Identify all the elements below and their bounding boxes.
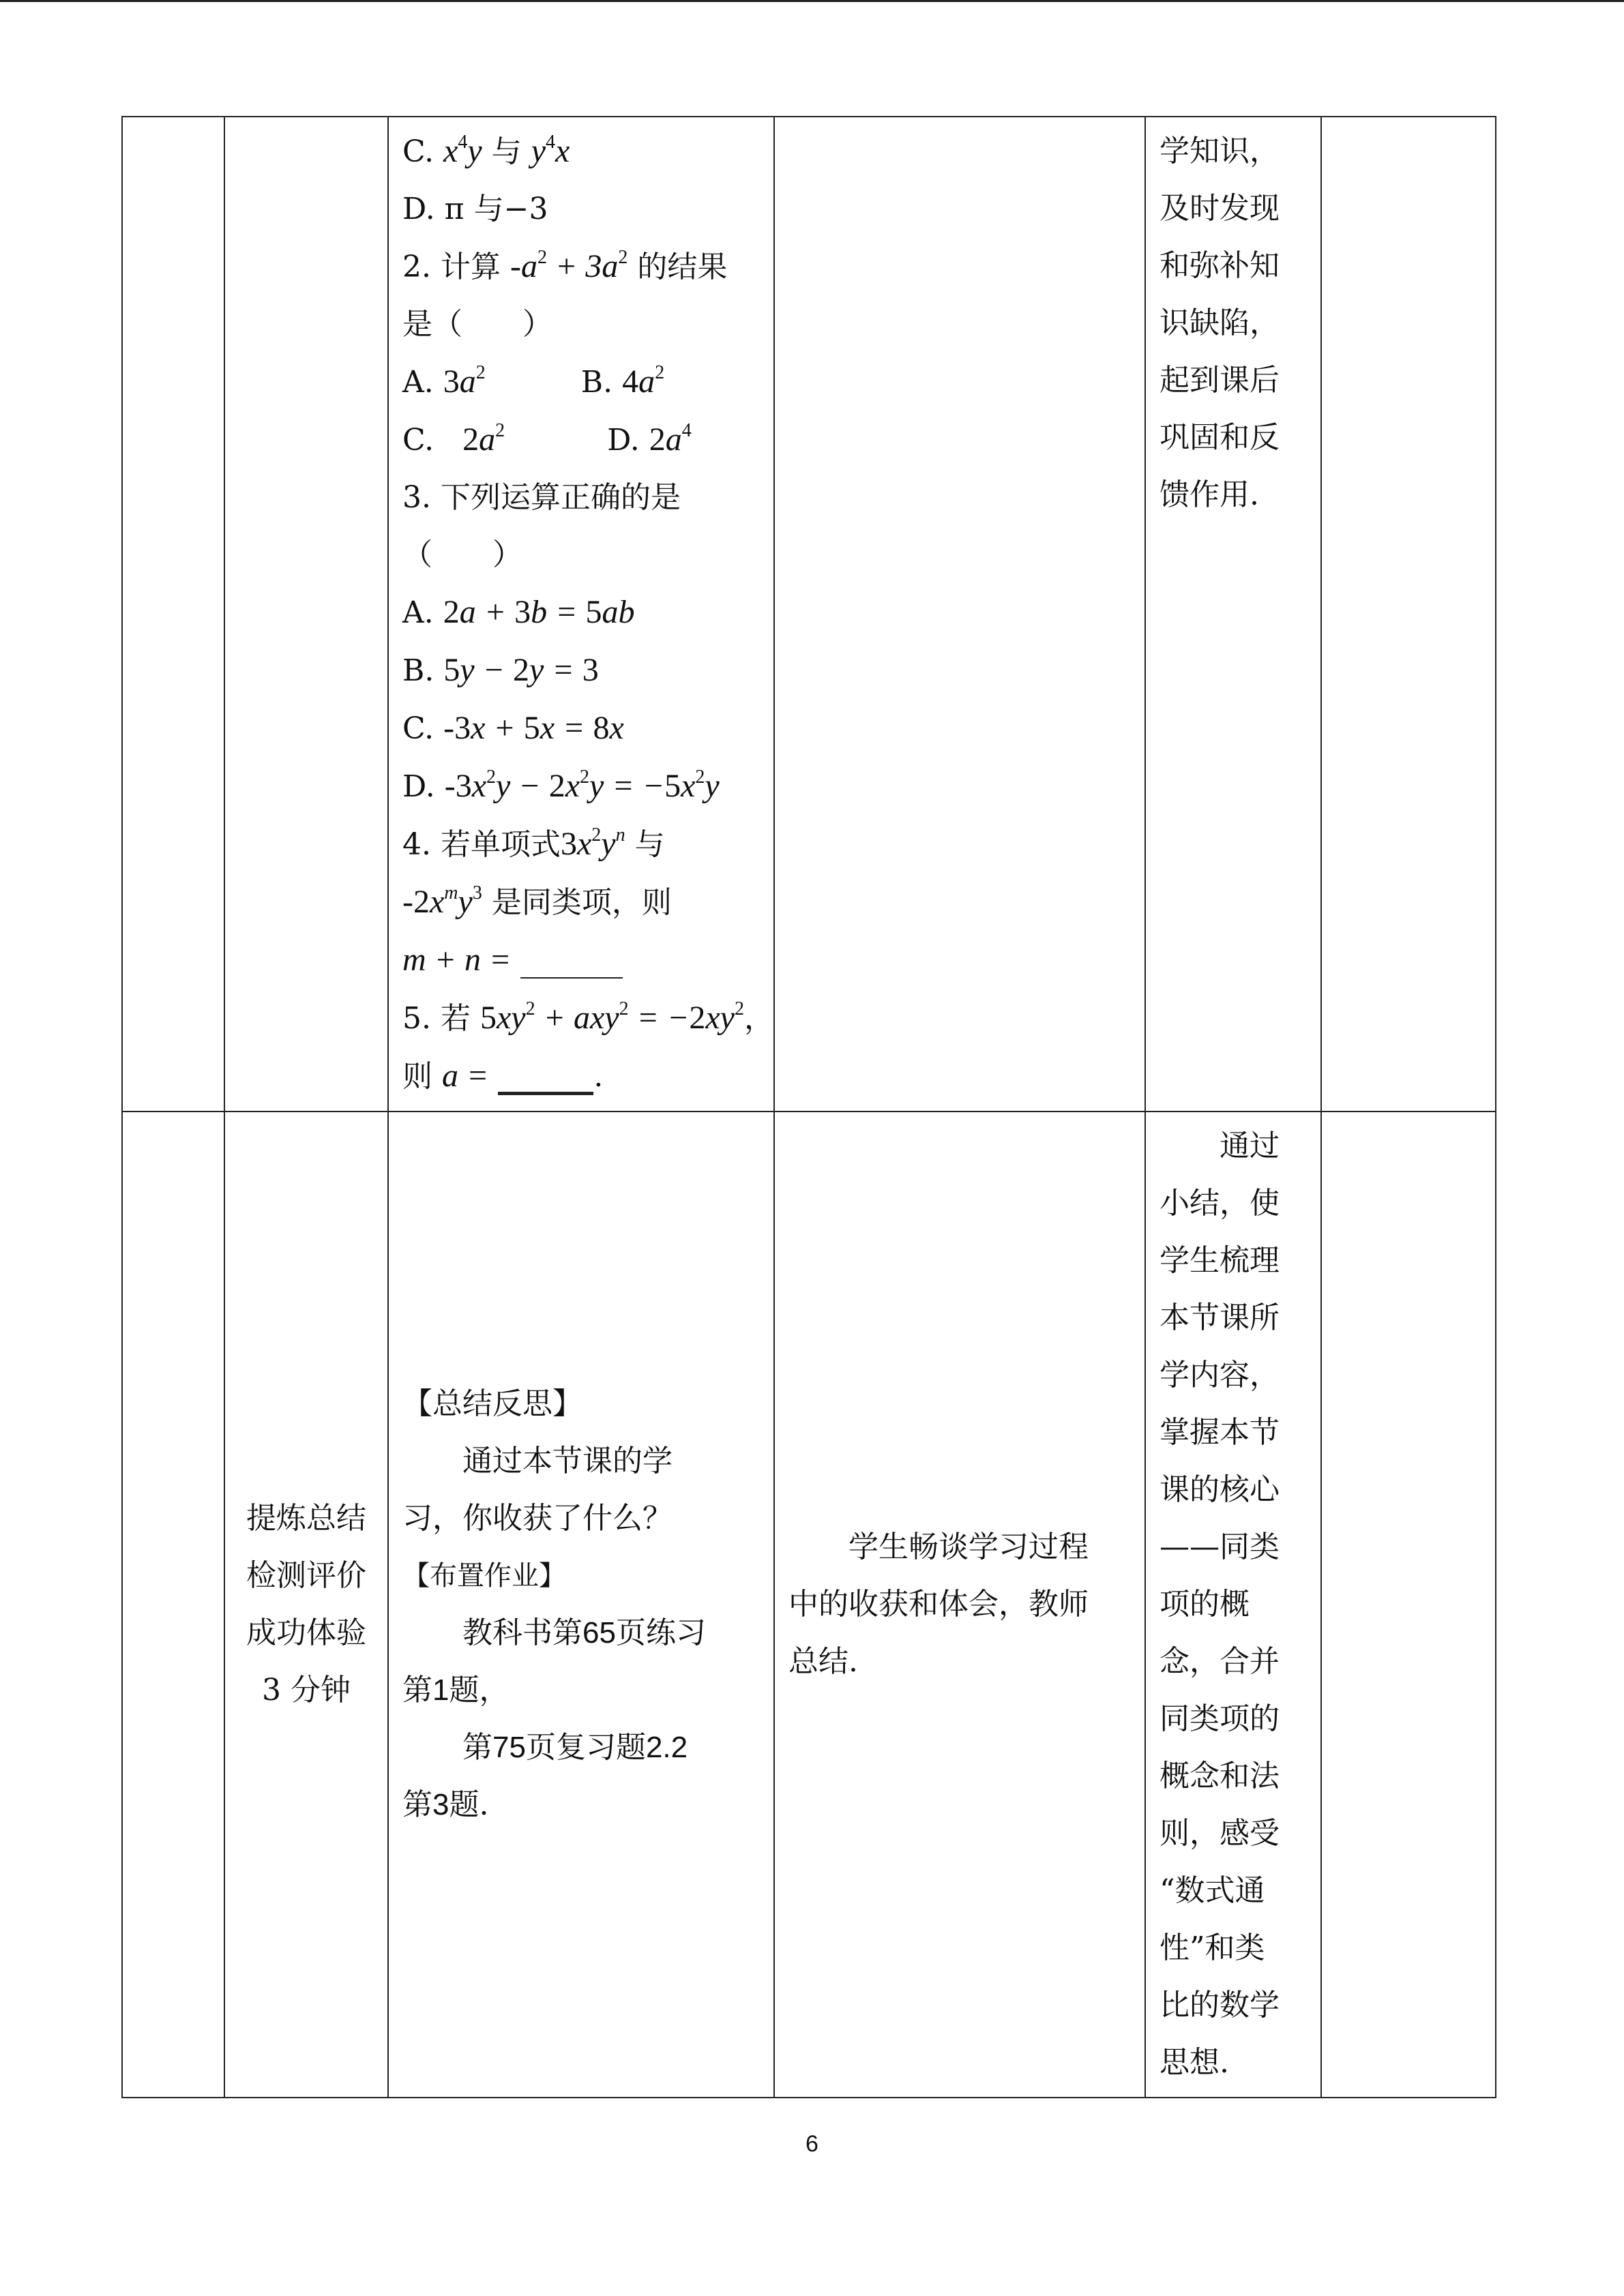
intent-line: 本节课所 — [1160, 1300, 1280, 1335]
stage-line: 检测评价 — [246, 1558, 366, 1593]
blank-column-cell — [122, 117, 224, 1112]
homework-line-4: 第3题. — [402, 1787, 489, 1822]
exercise-row — [122, 117, 1496, 1112]
homework-line-3: 第75页复习题2.2 — [462, 1730, 688, 1765]
summary-question-cont: 习，你收获了什么？ — [402, 1501, 673, 1536]
intent-line: 及时发现 — [1160, 191, 1280, 226]
summary-row — [122, 1112, 1496, 2098]
q5-answer-line: 则 a = . — [402, 1058, 604, 1094]
intent-line: 性”和类 — [1160, 1930, 1265, 1965]
q2-heading: 2. 计算 $-a^2 + 3a^2$ 的结果 — [402, 247, 728, 284]
stage-line: 提炼总结 — [246, 1501, 366, 1536]
notes-cell-empty — [1321, 117, 1496, 1112]
q1-option-c: C. $x^4y$ 与 $y^4x$ — [402, 132, 570, 169]
q3-heading-cont: （ ） — [402, 537, 522, 572]
activity-cell-empty — [774, 117, 1145, 1112]
page-number: 6 — [806, 2131, 818, 2157]
intent-line: ——同类 — [1160, 1530, 1280, 1564]
intent-line: 识缺陷， — [1160, 305, 1280, 340]
summary-question: 通过本节课的学 — [462, 1444, 673, 1478]
homework-heading: 【布置作业】 — [402, 1560, 566, 1592]
q3-option-d: D. $-3x^2y - 2x^2y = -5x^2y$ — [402, 766, 720, 804]
activity-line: 总结. — [788, 1644, 858, 1679]
homework-line-2: 第1题， — [402, 1673, 510, 1708]
homework-line-1: 教科书第65页练习 — [462, 1615, 706, 1650]
top-border-line — [0, 0, 1624, 2]
q3-heading: 3. 下列运算正确的是 — [402, 480, 681, 515]
design-intent-cell — [1145, 117, 1321, 1112]
intent-line: 课的核心 — [1160, 1472, 1280, 1507]
q5-heading: 5. 若 $5xy^2 + axy^2 = -2xy^2$， — [402, 998, 774, 1036]
exercise-content-cell — [388, 117, 774, 1112]
intent-line: 通过 — [1220, 1129, 1280, 1163]
intent-line: 和弥补知 — [1160, 248, 1280, 283]
activity-line: 学生畅谈学习过程 — [848, 1530, 1089, 1564]
q2-options-cd: C. $2a^2$ D. $2a^4$ — [402, 420, 692, 458]
blank-column-cell — [122, 1112, 224, 2098]
intent-line: 比的数学 — [1160, 1988, 1280, 2023]
q3-option-a: A. 2a + 3b = 5ab — [402, 594, 635, 630]
intent-line: 学生梳理 — [1160, 1243, 1280, 1278]
q3-option-b: B. 5y − 2y = 3 — [402, 652, 599, 688]
q4-heading-cont: $-2x^my^3$ 是同类项，则 — [402, 882, 672, 920]
q1-option-d: D. π 与−3 — [402, 192, 548, 226]
student-activity-cell — [774, 1112, 1145, 2098]
q3-option-c: C. -3x + 5x = 8x — [402, 710, 624, 746]
intent-line: 巩固和反 — [1160, 420, 1280, 455]
lesson-plan-table — [121, 116, 1496, 2098]
intent-line: 馈作用. — [1160, 477, 1259, 512]
stage-line: 成功体验 — [246, 1615, 366, 1650]
intent-line: 小结，使 — [1160, 1186, 1280, 1221]
q2-heading-cont: 是（ ） — [402, 307, 552, 342]
stage-cell — [224, 1112, 388, 2098]
intent-line: 概念和法 — [1160, 1759, 1280, 1793]
q4-answer-blank[interactable] — [520, 947, 623, 979]
design-intent-cell — [1145, 1112, 1321, 2098]
notes-cell-empty — [1321, 1112, 1496, 2098]
stage-time: 3 分钟 — [262, 1673, 351, 1708]
stage-cell-empty — [224, 117, 388, 1112]
activity-line: 中的收获和体会，教师 — [788, 1587, 1089, 1622]
q5-answer-blank[interactable] — [498, 1062, 593, 1095]
intent-line: 学知识， — [1160, 134, 1280, 168]
intent-line: 同类项的 — [1160, 1701, 1280, 1736]
intent-line: 念，合并 — [1160, 1644, 1280, 1679]
summary-heading: 【总结反思】 — [402, 1386, 582, 1421]
summary-content-cell — [388, 1112, 774, 2098]
intent-line: 起到课后 — [1160, 363, 1280, 398]
intent-line: 掌握本节 — [1160, 1415, 1280, 1450]
intent-line: 学内容， — [1160, 1358, 1280, 1392]
intent-line: 项的概 — [1160, 1587, 1250, 1622]
q4-answer-line: m + n = — [402, 931, 760, 989]
q2-options-ab: A. $3a^2$ B. $4a^2$ — [402, 362, 665, 400]
intent-line: “数式通 — [1160, 1873, 1265, 1908]
q4-heading: 4. 若单项式$3x^2y^n$ 与 — [402, 824, 665, 862]
intent-line: 则，感受 — [1160, 1816, 1280, 1851]
intent-line: 思想. — [1160, 2045, 1229, 2080]
